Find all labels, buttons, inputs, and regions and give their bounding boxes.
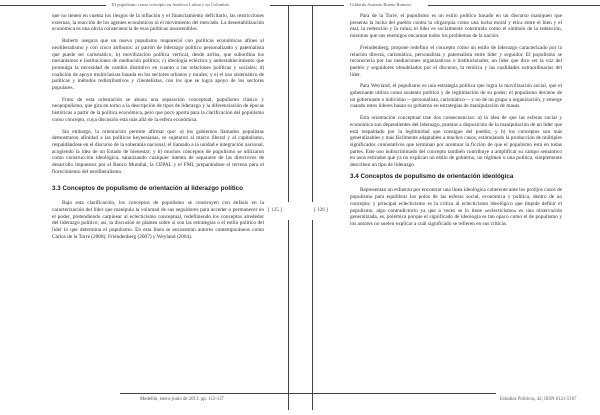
footer-rule xyxy=(300,393,496,394)
page-number: [ 126 ] xyxy=(314,207,328,213)
paragraph: Para de la Torre, el populismo es un estilo político basado en un discurso maniqueo que presenta la lucha del pueblo contra la oligarquía como una lucha moral y ética entre el bien y el mal, la redención y la ruina; el líder es socialmente construido como el símbolo de la redención, mientras que sus enemigos encarnan todos los problemas de la nación. xyxy=(350,13,562,40)
header-rule xyxy=(428,5,600,6)
body-text xyxy=(52,13,264,245)
section-heading: 3.3 Conceptos de populismo de orientación al liderazgo político xyxy=(52,185,244,193)
paragraph: Freindenberg, propone redefinir el concepto como un estilo de liderazgo caracterizado por la relación directa, carismática, personalista y paternalista entre líder y seguidor. El populismo se reconocería por las mediaciones organizativas o institucionales, un líder que dice ser la voz del pueblo y seguidores obnubilados por el discurso, la retórica y las cualidades extraordinarias del líder. xyxy=(350,44,562,78)
footer: Estudios Políticos, 42, ISSN 0121-5167 xyxy=(500,397,577,402)
paragraph: Bajo esta clasificación, los conceptos de populismo se construyen con énfasis en la caracterización del líder que manipula la voluntad de sus seguidores para acceder o permanecer en el poder, pretendiendo carpinear al eclecticismo conceptual, redefiniendo los conceptos alrededor del liderazgo político; así, la discusión se plantea sobre si son las estrategias o el estilo político del líder lo que determina el populismo. En esta línea se encuentran autores contemporáneos como Carlos de la Torre (2008), Freindenberg (2007) y Weyland (2004). xyxy=(52,200,264,240)
margin-rule xyxy=(288,220,289,410)
paragraph: que no tienen en cuenta los riesgos de la inflación y el financiamiento deficitario, las restricciones externas, la reacción de los agentes económicos ni el movimiento del mercado. La desestabilización económica es una obvia consecuencia de esas políticas insostenibles. xyxy=(52,13,264,33)
header-rule xyxy=(300,5,344,6)
paragraph: Representan un esfuerzo por encontrar una línea ideológica coherente ante los prolijos casos de populismo para equilibrar los polos de las esferas social, económica y política, dentro de un concepto; y principal eclecticismo es la crítica al eclecticismo ideológico que impide definir el populismo, algo contradictorio ya que a veces se lo tiene «eclecticismo» es una observación generalizada, es, polémica porque el significado de ideología es tan opaco como el de populismo y los autores no suelen explicar a cuál significado se refieren en sus críticas. xyxy=(350,187,562,227)
margin-rule xyxy=(312,5,313,202)
paragraph: Roberts asegura que un nuevo populismo reapareció con políticas económicas afines al neoliberalismo y con cinco atributos: a) patrón de liderazgo político personalizado y paternalista que puede ser carismático; b) movilización política vertical, desde arriba, que subordina los mecanismos e instituciones de mediación política; c) ideología ecléctica y antiestablecimiento que promulga la necesidad de cambio distintivo en cuanto a las relaciones políticas y sociales; d) coalición de apoyo multiclasista basada en los sectores urbanos y rurales; y e) el uso sistemático de políticas y métodos redistributivos y clientelistas, con los que se logra apoyo de los sectores populares. xyxy=(52,38,264,92)
running-head: El populismo como concepto en América Latina y en Colombia xyxy=(112,2,229,7)
section-heading: 3.4 Conceptos de populismo de orientación ideológica xyxy=(350,172,514,180)
header-rule xyxy=(270,5,300,6)
page-number: [ 125 ] xyxy=(268,207,282,213)
paragraph: Para Weyland, el populismo es una estrategia política que logra la movilización social, que el gobernante utiliza como sustento político y de legitimación de su poder; el populismo deviene de un gobernante o individuo —personalista, carismático— y no de un grupo u organización, y emerge cuando estos líderes basan su gobierno en estrategias de manipulación de masas. xyxy=(350,83,562,110)
margin-rule xyxy=(312,220,313,410)
running-head: Gildardo Antonio Bueno Romero xyxy=(350,2,412,7)
paragraph: Fruto de esta orientación se abona una separación conceptual, populismo clásico y neopopulismo, que gira en torno a la descripción de tipos de liderazgo y la diferenciación de épocas históricas a partir de la política económica, pero que poco aporta para la clarificación del populismo como concepto, cuya discusión está más allá de la esfera económica. xyxy=(52,96,264,123)
paragraph: Sin embargo, la orientación permite afirmar que: a) los gobiernos llamados populistas demostraron afinidad a las políticas keynesianas, se sujetaron al marco liberal y al capitalismo, respaldándose en el discurso de la soberanía nacional, el llamado a la unidad e integración nacional, acogiendo la idea de un Estado de bienestar; y b) muchos conceptos de populismo se utilizaron como construcción ideológica, satanizando cualquier intento de separarse de las directrices de desarrollo impuestos por el Banco Mundial, la CEPAL y el FMI, preparándose el terreno para el florecimiento del neoliberalismo. xyxy=(52,128,264,175)
header-rule xyxy=(0,5,106,6)
body-text xyxy=(350,13,562,233)
paragraph: Esta orientación conceptual trae dos consecuencias: a) la idea de que las esferas social y económica son dependientes del liderazgo, puestas a disposición de la manipulación de un líder que está respaldado por la legitimidad que consigue del pueblo; y b) los conceptos son más generalizables y más fácilmente adaptables a muchos casos, estimulando la producción de múltiples significados connotativos que terminan por acentuar la ficción de que el populismo está en todas partes. Este uso indiscriminado del concepto también contribuye a amplificar su campo semántico en usos estiradas que ya no explican un estilo de gobierno, un régimen o una política, simplemente describen un tipo de liderazgo. xyxy=(350,115,562,169)
footer: Medellín, enero-junio de 2013: pp. 112-137 xyxy=(140,397,224,402)
footer-rule xyxy=(120,393,300,394)
margin-rule xyxy=(288,5,289,202)
right-page xyxy=(300,0,600,415)
